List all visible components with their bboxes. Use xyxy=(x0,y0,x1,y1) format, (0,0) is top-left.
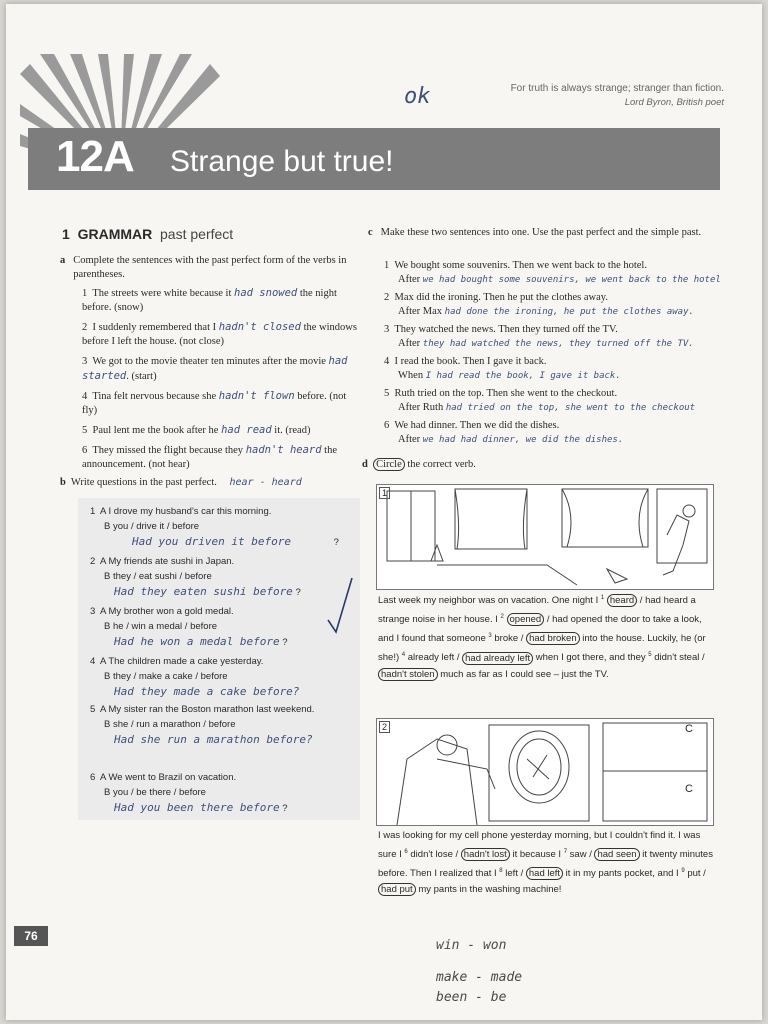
exercise-b-item: 6 A We went to Brazil on vacation. B you / be there / before Had you been there before ? xyxy=(90,772,288,814)
handwritten-note: hear - heard xyxy=(229,477,302,488)
story-2: I was looking for my cell phone yesterday morning, but I couldn't find it. I was sure I $^6$ didn't lose / hadn't lost it because I $^7$ saw / had seen it twenty minutes before. Then I realized that I $^8$ left / had left it in my pants pocket, and I $^9$ put / had put my pants in the washing machine! xyxy=(378,830,713,896)
handwritten-note: make - made xyxy=(436,970,523,985)
quote-text: For truth is always strange; stranger than fiction. xyxy=(510,83,724,94)
picture-number: 2 xyxy=(379,721,390,733)
cupboard-label: C xyxy=(685,783,693,795)
list-item: 4 I read the book. Then I gave it back. When I had read the book, I gave it back. xyxy=(384,356,621,381)
list-item: 1 We bought some souvenirs. Then we went back to the hotel. After we had bought some souvenirs, we went back to the hotel xyxy=(384,260,721,285)
quote-source: Lord Byron, British poet xyxy=(624,97,724,108)
exercise-b-item: 1 A I drove my husband's car this morning. B you / drive it / before Had you driven it before ? xyxy=(90,506,339,548)
worksheet-page xyxy=(6,4,762,1020)
exercise-c-list xyxy=(384,259,724,451)
list-item: 4 Tina felt nervous because she hadn't flown before. (not fly) xyxy=(82,390,347,416)
unit-code: 12A xyxy=(56,132,134,181)
handwritten-note: win - won xyxy=(436,938,507,953)
handwritten-note: been - be xyxy=(436,990,507,1005)
picture-number: 1 xyxy=(379,487,390,499)
exercise-b-item: 5 A My sister ran the Boston marathon last weekend. B she / run a marathon / before Had she run a marathon before? xyxy=(90,704,315,746)
list-item: 6 They missed the flight because they hadn't heard the announcement. (not hear) xyxy=(82,444,337,470)
story-1: Last week my neighbor was on vacation. One night I $^1$ heard / had heard a strange noise in her house. I $^2$ opened / had opened the door to take a look, and I found that someone $^3$ broke / had broken into the house. Luckily, he (or she!) $^4$ already left / had already left when I got there, and they $^5$ didn't steal / hadn't stolen much as far as I could see – just the TV. xyxy=(378,595,706,680)
section-number: 1 xyxy=(62,226,70,242)
exercise-b-item: 2 A My friends ate sushi in Japan. B they / eat sushi / before Had they eaten sushi before ? xyxy=(90,556,301,598)
exercise-d-instruction: d Circle the correct verb. xyxy=(362,459,476,470)
list-item: 2 Max did the ironing. Then he put the clothes away. After Max had done the ironing, he put the clothes away. xyxy=(384,292,694,317)
list-item: 3 They watched the news. Then they turned off the TV. After they had watched the news, they turned off the TV. xyxy=(384,324,694,349)
exercise-b-item: 4 A The children made a cake yesterday. B they / make a cake / before Had they made a cake before? xyxy=(90,656,300,698)
illustration-washing-machine xyxy=(376,718,714,826)
page-number: 76 xyxy=(14,926,48,946)
list-item: 1 The streets were white because it had snowed the night before. (snow) xyxy=(82,287,337,313)
list-item: 6 We had dinner. Then we did the dishes. After we had had dinner, we did the dishes. xyxy=(384,420,624,445)
exercise-a-list xyxy=(82,286,358,477)
epigraph xyxy=(462,83,724,108)
check-mark-icon xyxy=(324,574,354,634)
washing-machine-sketch xyxy=(377,719,713,825)
section-title: GRAMMAR xyxy=(77,226,153,242)
unit-title: Strange but true! xyxy=(170,145,394,178)
list-item: 5 Ruth tried on the top. Then she went to the checkout. After Ruth had tried on the top, she went to the checkout xyxy=(384,388,696,413)
illustration-burglar xyxy=(376,484,714,590)
list-item: 5 Paul lent me the book after he had read it. (read) xyxy=(82,424,311,436)
section-heading xyxy=(62,226,233,242)
burglary-sketch xyxy=(377,485,713,589)
exercise-a-instruction: a Complete the sentences with the past perfect form of the verbs in parentheses. xyxy=(60,255,347,280)
exercise-a xyxy=(60,254,350,282)
cupboard-label: C xyxy=(685,723,693,735)
exercise-b-item: 3 A My brother won a gold medal. B he / win a medal / before Had he won a medal before ? xyxy=(90,606,288,648)
list-item: 2 I suddenly remembered that I hadn't closed the windows before I left the house. (not close) xyxy=(82,321,357,347)
handwritten-ok: ok xyxy=(404,84,431,109)
section-topic: past perfect xyxy=(160,226,234,242)
list-item: 3 We got to the movie theater ten minutes after the movie had started. (start) xyxy=(82,355,348,382)
exercise-b-instruction: b Write questions in the past perfect. hear - heard xyxy=(60,477,302,488)
exercise-c: c Make these two sentences into one. Use the past perfect and the simple past. xyxy=(368,227,702,238)
